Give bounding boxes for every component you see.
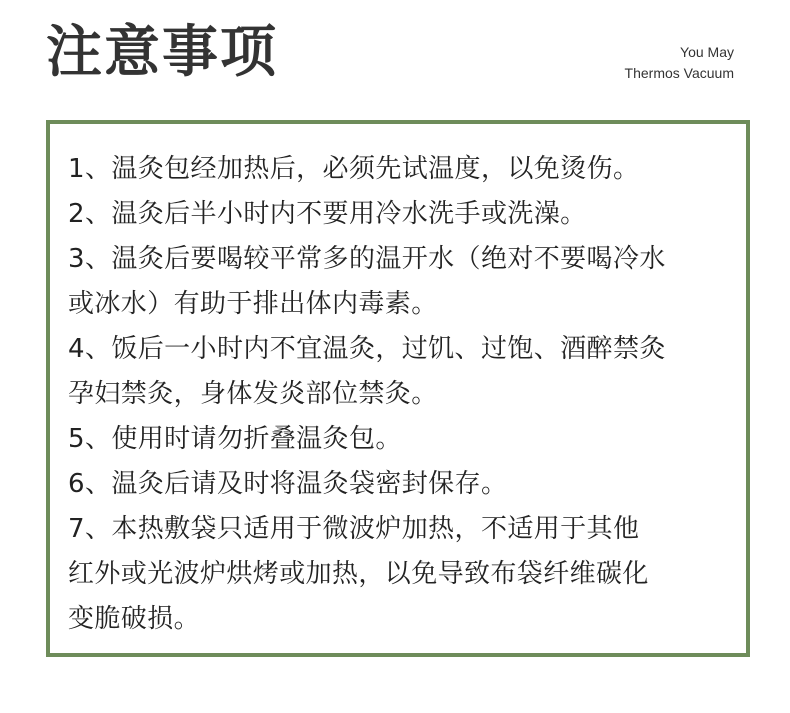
notice-line-1: 1、温灸包经加热后，必须先试温度，以免烫伤。: [68, 154, 640, 184]
notice-box: [46, 120, 750, 657]
notice-line-8: 6、温灸后请及时将温灸袋密封保存。: [68, 469, 508, 499]
brand-line-1: You May: [680, 44, 734, 60]
notice-line-5: 4、饭后一小时内不宜温灸，过饥、过饱、酒醉禁灸: [68, 334, 666, 364]
notice-line-7: 5、使用时请勿折叠温灸包。: [68, 424, 402, 454]
page-title: 注意事项: [46, 20, 278, 85]
brand-line-2: Thermos Vacuum: [624, 65, 734, 81]
notice-line-4: 或冰水）有助于排出体内毒素。: [68, 289, 438, 319]
brand-tagline: [625, 42, 734, 84]
notice-line-2: 2、温灸后半小时内不要用冷水洗手或洗澡。: [68, 199, 587, 229]
notice-list: [68, 147, 748, 642]
notice-line-6: 孕妇禁灸，身体发炎部位禁灸。: [68, 379, 438, 409]
notice-line-10: 红外或光波炉烘烤或加热，以免导致布袋纤维碳化: [68, 559, 649, 589]
notice-line-11: 变脆破损。: [68, 604, 201, 634]
notice-line-9: 7、本热敷袋只适用于微波炉加热，不适用于其他: [68, 514, 640, 544]
notice-line-3: 3、温灸后要喝较平常多的温开水（绝对不要喝冷水: [68, 244, 666, 274]
